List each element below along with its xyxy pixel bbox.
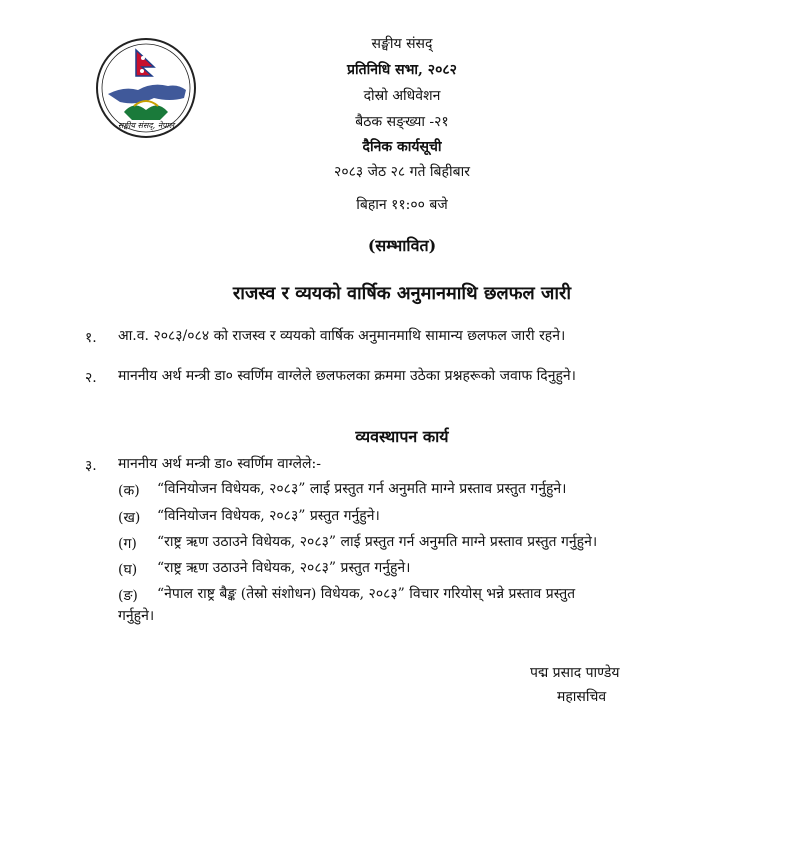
meeting-number: बैठक सङ्ख्या -२१ (355, 114, 449, 130)
house-name: प्रतिनिधि सभा, २०८२ (347, 62, 457, 78)
subitem-text-continued: गर्नुहुने। (118, 608, 155, 624)
probable-label: (सम्भावित) (367, 236, 437, 255)
parliament-body: सङ्घीय संसद् (371, 36, 433, 52)
item-number: ३. (85, 458, 97, 474)
agenda-date: २०८३ जेठ २८ गते बिहीबार (334, 164, 470, 180)
emblem-caption: सङ्घीय संसद्, नेपाल (117, 121, 175, 130)
item-number: २. (85, 370, 97, 386)
main-heading: राजस्व र व्ययको वार्षिक अनुमानमाथि छलफल जारी (232, 283, 572, 304)
subitem-label: (क) (118, 483, 140, 499)
signatory-title: महासचिव (557, 689, 607, 705)
session-title: दोस्रो अधिवेशन (363, 88, 441, 104)
subitem-text: “विनियोजन विधेयक, २०८३” प्रस्तुत गर्नुहुने। (157, 508, 380, 524)
item-text: आ.व. २०८३/०८४ को राजस्व र व्ययको वार्षिक अनुमानमाथि सामान्य छलफल जारी रहने। (118, 328, 566, 344)
legislative-heading: व्यवस्थापन कार्य (355, 427, 449, 446)
item-text: माननीय अर्थ मन्त्री डा० स्वर्णिम वाग्लेले:- (118, 456, 321, 472)
meeting-time: बिहान ११:०० बजे (356, 197, 448, 213)
subitem-text: “विनियोजन विधेयक, २०८३” लाई प्रस्तुत गर्न अनुमति माग्ने प्रस्ताव प्रस्तुत गर्नुहुने। (157, 481, 567, 497)
subitem-label: (ग) (118, 536, 137, 552)
subitem-text: “राष्ट्र ऋण उठाउने विधेयक, २०८३” प्रस्तुत गर्नुहुने। (157, 560, 411, 576)
item-number: १. (85, 330, 97, 346)
agenda-title: दैनिक कार्यसूची (362, 139, 442, 155)
subitem-label: (ख) (118, 510, 141, 526)
signatory-name: पद्म प्रसाद पाण्डेय (530, 665, 620, 681)
item-text: माननीय अर्थ मन्त्री डा० स्वर्णिम वाग्लेले छलफलका क्रममा उठेका प्रश्नहरूको जवाफ दिनुहुने। (118, 368, 576, 384)
subitem-text: “राष्ट्र ऋण उठाउने विधेयक, २०८३” लाई प्रस्तुत गर्न अनुमति माग्ने प्रस्ताव प्रस्तुत गर्नुहुने। (157, 534, 598, 550)
subitem-label: (घ) (118, 562, 138, 578)
subitem-text: “नेपाल राष्ट्र बैङ्क (तेस्रो संशोधन) विधेयक, २०८३” विचार गरियोस् भन्ने प्रस्ताव प्रस्तुत (157, 586, 576, 602)
subitem-label: (ङ) (118, 588, 138, 604)
